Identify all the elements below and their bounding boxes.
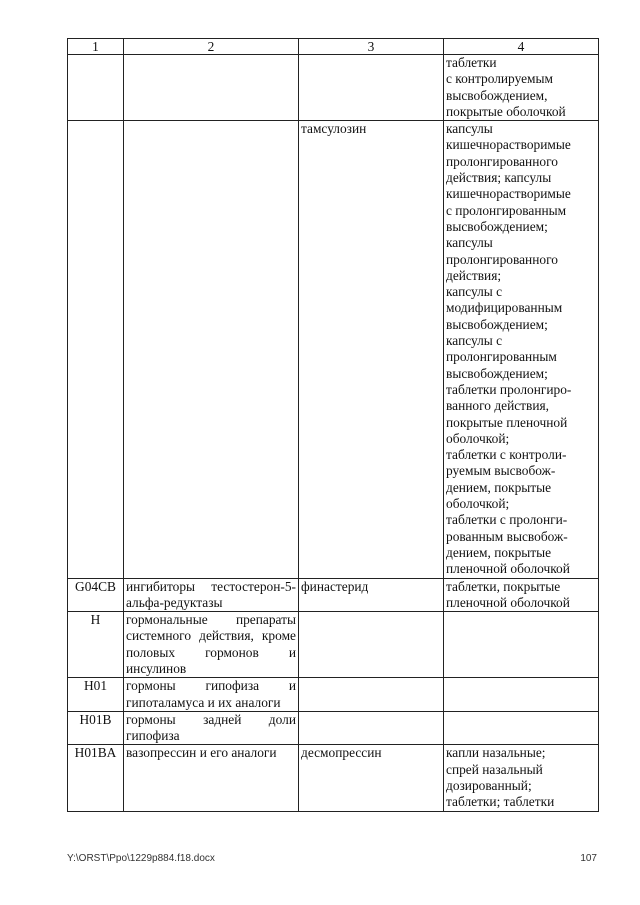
dosage-form-line: таблетки с контроли- — [446, 447, 567, 463]
table-row — [68, 745, 599, 811]
group-cell — [124, 55, 299, 121]
dosage-form-line: капсулы с — [446, 284, 503, 300]
table-row — [68, 678, 599, 712]
table-row — [68, 55, 599, 121]
header-cell-1: 1 — [68, 39, 124, 55]
atc-code-cell: G04CB — [68, 578, 124, 612]
header-cell-3: 3 — [299, 39, 444, 55]
dosage-forms-cell — [444, 121, 599, 578]
footer-file-path: Y:\ORST\Ppo\1229p884.f18.docx — [67, 853, 215, 864]
dosage-form-line: высвобождением, — [446, 87, 548, 103]
dosage-form-line: покрытые пленочной — [446, 414, 568, 430]
dosage-form-line: таблетки; таблетки — [446, 794, 555, 810]
header-row — [68, 39, 599, 55]
table-row — [68, 612, 599, 678]
page-number: 107 — [580, 853, 597, 864]
atc-code-cell — [68, 121, 124, 578]
group-cell: гормоны гипофиза и гипоталамуса и их аналоги — [124, 678, 299, 712]
dosage-form-line: ванного действия, — [446, 398, 550, 414]
drug-cell — [299, 55, 444, 121]
drug-cell: финастерид — [299, 578, 444, 612]
dosage-form-line: высвобождением; — [446, 365, 548, 381]
dosage-form-line: кишечнорастворимые — [446, 186, 571, 202]
dosage-form-line: действия; капсулы — [446, 170, 552, 186]
dosage-form-line: дением, покрытые — [446, 544, 552, 560]
dosage-form-line: кишечнорастворимые — [446, 137, 571, 153]
dosage-form-line: оболочкой; — [446, 430, 510, 446]
dosage-form-line: высвобождением; — [446, 316, 548, 332]
dosage-form-line: высвобождением; — [446, 218, 548, 234]
dosage-forms-cell — [444, 578, 599, 612]
dosage-form-line: с контролируемым — [446, 71, 553, 87]
drug-table — [67, 38, 599, 812]
drug-cell: тамсулозин — [299, 121, 444, 578]
dosage-form-line: таблетки пролонгиро- — [446, 381, 572, 397]
dosage-form-line: действия; — [446, 267, 502, 283]
dosage-form-line: таблетки с пролонги- — [446, 512, 568, 528]
group-cell — [124, 121, 299, 578]
dosage-form-line: капсулы — [446, 235, 493, 251]
dosage-form-line: капсулы с — [446, 333, 503, 349]
header-cell-2: 2 — [124, 39, 299, 55]
table-row — [68, 578, 599, 612]
dosage-form-line: пленочной оболочкой — [446, 561, 570, 577]
table-row — [68, 121, 599, 578]
header-cell-4: 4 — [444, 39, 599, 55]
atc-code-cell: H01BA — [68, 745, 124, 811]
table-row — [68, 711, 599, 745]
dosage-forms-cell — [444, 612, 599, 678]
dosage-form-line: модифицированным — [446, 300, 563, 316]
dosage-form-line: капли назальные; — [446, 745, 546, 761]
dosage-form-line: покрытые оболочкой — [446, 103, 566, 119]
atc-code-cell: H01B — [68, 711, 124, 745]
group-cell: гормональные препараты системного действия, кроме половых гормонов и инсулинов — [124, 612, 299, 678]
dosage-form-line: капсулы — [446, 121, 493, 137]
drug-cell — [299, 678, 444, 712]
dosage-form-line: пленочной оболочкой — [446, 594, 570, 610]
group-cell: гормоны задней доли гипофиза — [124, 711, 299, 745]
group-cell: ингибиторы тестостерон-5-альфа-редуктазы — [124, 578, 299, 612]
dosage-form-line: пролонгированным — [446, 349, 557, 365]
atc-code-cell: H01 — [68, 678, 124, 712]
dosage-forms-cell — [444, 55, 599, 121]
dosage-forms-cell — [444, 745, 599, 811]
dosage-form-line: спрей назальный — [446, 761, 543, 777]
dosage-form-line: оболочкой; — [446, 496, 510, 512]
dosage-form-line: таблетки — [446, 55, 497, 70]
dosage-form-line: рованным высвобож- — [446, 528, 568, 544]
dosage-form-line: руемым высвобож- — [446, 463, 556, 479]
drug-cell: десмопрессин — [299, 745, 444, 811]
dosage-form-line: дозированный; — [446, 778, 532, 794]
dosage-forms-cell — [444, 678, 599, 712]
group-cell: вазопрессин и его аналоги — [124, 745, 299, 811]
drug-cell — [299, 612, 444, 678]
atc-code-cell — [68, 55, 124, 121]
dosage-form-line: пролонгированного — [446, 153, 558, 169]
drug-cell — [299, 711, 444, 745]
atc-code-cell: H — [68, 612, 124, 678]
dosage-form-line: дением, покрытые — [446, 479, 552, 495]
dosage-form-line: с пролонгированным — [446, 202, 567, 218]
dosage-form-line: пролонгированного — [446, 251, 558, 267]
dosage-form-line: таблетки, покрытые — [446, 578, 561, 594]
dosage-forms-cell — [444, 711, 599, 745]
